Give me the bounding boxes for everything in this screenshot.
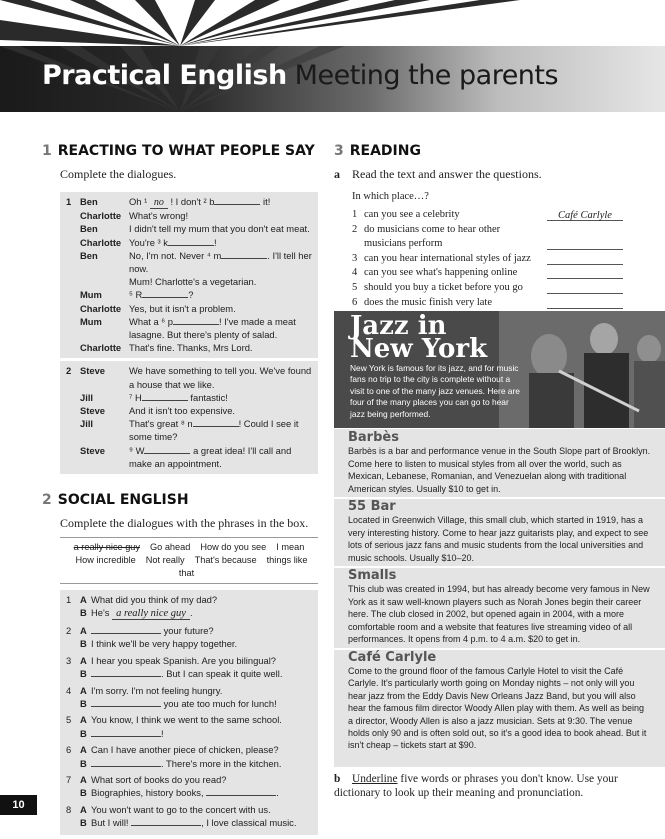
line-a-text: your future? — [91, 625, 214, 636]
speaker: Steve — [80, 405, 106, 417]
item-number: 5 — [66, 714, 72, 726]
speaker-b: B — [80, 607, 87, 619]
dialogue-number — [66, 222, 80, 235]
dialogue-number: 1 — [66, 196, 72, 207]
phrase: How incredible — [75, 555, 136, 566]
line-text: ⁷ H fantastic! — [129, 391, 228, 403]
answer-line — [547, 282, 623, 294]
page-title-light: Meeting the parents — [294, 60, 559, 91]
dialogue-number — [66, 249, 80, 275]
dialogue-number — [66, 315, 80, 341]
speaker: Steve — [80, 444, 106, 456]
speaker: Jill — [80, 418, 94, 430]
venue-block — [334, 497, 665, 564]
speaker: Charlotte — [80, 210, 122, 222]
dialogue-line — [66, 391, 312, 404]
line-b — [66, 727, 312, 740]
speaker-a: A — [80, 714, 87, 726]
question-number: 2 — [352, 223, 358, 235]
dialogue-2 — [60, 361, 318, 474]
reading-question — [352, 208, 630, 223]
answer-blank — [173, 316, 219, 325]
phrase: Go ahead — [150, 542, 191, 553]
line-text: Yes, but it isn't a problem. — [129, 302, 236, 314]
line-b — [66, 757, 312, 770]
question-text: does the music finish very late — [364, 296, 493, 308]
page-title — [42, 60, 558, 91]
exercise-item — [66, 713, 312, 740]
venue-block — [348, 432, 651, 495]
social-english-exercise — [60, 590, 318, 835]
dialogue-number — [66, 236, 80, 249]
dialogue-1 — [60, 192, 318, 358]
question-number: 3 — [352, 252, 358, 264]
answer-blank — [142, 392, 188, 401]
article-intro: New York is famous for its jazz, and for music fans no trip to the city is complete without a visit to one of the many jazz venues. Here are four of the many places you can go to hear jazz being performed. — [350, 363, 520, 419]
venue-name: 55 Bar — [348, 499, 396, 515]
line-text: ⁹ W a great idea! I'll call and make an appointment. — [129, 444, 292, 469]
line-b — [66, 637, 312, 650]
line-text: No, I'm not. Never ⁴ m . I'll tell her now. — [129, 249, 312, 275]
speaker-a: A — [80, 654, 87, 666]
dialogue-number — [66, 341, 80, 354]
section-2-heading: 2 SOCIAL ENGLISH — [42, 492, 189, 509]
reading-question — [352, 281, 630, 296]
line-b-text: ! — [91, 728, 164, 739]
line-b — [66, 786, 312, 799]
exercise-item — [66, 684, 312, 711]
line-a — [66, 654, 312, 667]
exercise-item — [66, 743, 312, 770]
phrase-box — [60, 537, 318, 584]
line-text: What a ⁶ p ! I've made a meat lasagne. But there's plenty of salad. — [129, 315, 296, 341]
section-1-instruction: Complete the dialogues. — [60, 167, 177, 181]
dialogue-line — [66, 302, 312, 315]
speaker-b: B — [80, 757, 87, 769]
line-a-text: What did you think of my dad? — [91, 594, 218, 606]
line-b-text: I think we'll be very happy together. — [91, 638, 238, 650]
dialogue-number — [66, 209, 80, 222]
line-b-text: Biographies, history books, . — [91, 787, 279, 799]
line-b-text: He's a really nice guy . — [91, 607, 193, 620]
question-number: 4 — [352, 267, 358, 279]
dialogue-number — [66, 391, 80, 404]
reading-instruction-a: a Read the text and answer the questions. — [334, 167, 542, 181]
answer-blank — [91, 625, 161, 634]
dialogue-number — [66, 404, 80, 417]
line-text: Mum! Charlotte's a vegetarian. — [129, 276, 257, 288]
line-text: You're ³ k ! — [129, 236, 217, 248]
question-text: should you buy a ticket before you go — [364, 282, 523, 294]
answer-line — [547, 253, 623, 265]
answer-blank — [91, 698, 161, 707]
question-text: do musicians come to hear other musicians perform — [364, 223, 501, 250]
line-a — [66, 773, 312, 786]
venue-text: Barbès is a bar and performance venue in the South Slope part of Brooklyn. Come here to listen to musical styles from all over the world, such as Mexican, Lebanese, Romanian, and Venezuelan along with traditional American styles. Usually $10 to get in. — [348, 446, 651, 494]
speaker: Ben — [80, 196, 98, 207]
phrase: a really nice guy — [73, 542, 141, 553]
speaker: Charlotte — [80, 236, 122, 248]
line-b — [66, 667, 312, 680]
venue-name: Smalls — [348, 568, 397, 584]
line-text: ⁵ R ? — [129, 289, 194, 301]
line-b — [66, 697, 312, 710]
line-text: What's wrong! — [129, 210, 189, 222]
answer-blank — [131, 817, 201, 826]
dialogue-number — [66, 302, 80, 315]
reading-which-place: In which place…? — [352, 191, 429, 202]
speaker-b: B — [80, 727, 87, 739]
line-b-text: But I will! , I love classical music. — [91, 817, 297, 829]
item-number: 6 — [66, 744, 72, 756]
line-text: And it isn't too expensive. — [129, 405, 236, 417]
line-a — [66, 624, 312, 637]
question-number: 5 — [352, 282, 358, 294]
speaker: Charlotte — [80, 342, 122, 354]
venue-text: Located in Greenwich Village, this small club, which started in 1919, has a very interesting history. Come to hear jazz guitarists play, and expect to see lots of serious jazz fans and music students from the local universities and music schools. Usually $10–20. — [348, 515, 649, 563]
section-1-heading: 1 REACTING TO WHAT PEOPLE SAY — [42, 143, 315, 159]
question-text: can you see a celebrity — [364, 208, 460, 220]
speaker-b: B — [80, 787, 87, 799]
venue-block — [334, 648, 665, 752]
phrase: I mean — [276, 542, 305, 553]
dialogue-line — [66, 275, 312, 288]
line-a-text: You won't want to go to the concert with us. — [91, 803, 271, 815]
article-header — [334, 311, 665, 428]
answer-blank — [168, 237, 214, 246]
question-number: 1 — [352, 208, 358, 220]
dialogue-line — [66, 249, 312, 275]
dialogue-number — [66, 444, 80, 470]
answer-blank — [206, 787, 276, 796]
question-text: can you see what's happening online — [364, 267, 518, 279]
line-a — [66, 743, 312, 756]
dialogue-line — [66, 288, 312, 301]
speaker: Ben — [80, 223, 98, 235]
exercise-item — [66, 803, 312, 830]
line-a-text: You know, I think we went to the same school. — [91, 714, 282, 726]
question-text: can you hear international styles of jazz — [364, 252, 531, 264]
dialogue-line — [66, 236, 312, 249]
dialogue-number — [66, 275, 80, 288]
reading-question — [352, 252, 630, 267]
answer-blank — [91, 728, 161, 737]
item-number: 3 — [66, 654, 72, 666]
item-number: 1 — [66, 594, 72, 606]
phrase: How do you see — [200, 542, 267, 553]
phrase: That's because — [194, 555, 257, 566]
line-a-text: Can I have another piece of chicken, please? — [91, 744, 279, 756]
speaker-a: A — [80, 773, 87, 785]
item-number: 8 — [66, 803, 72, 815]
dialogue-line — [66, 364, 312, 390]
answer-line: Café Carlyle — [547, 209, 623, 221]
line-text: Oh ¹ no ! I don't ² b it! — [129, 196, 271, 208]
speaker-a: A — [80, 684, 87, 696]
filled-answer: a really nice guy — [112, 608, 190, 620]
line-a — [66, 713, 312, 726]
speaker: Mum — [80, 289, 102, 301]
dialogue-line — [66, 444, 312, 470]
line-a — [66, 684, 312, 697]
answer-line — [547, 267, 623, 279]
speaker-b: B — [80, 668, 87, 680]
exercise-item — [66, 624, 312, 651]
answer-blank — [142, 289, 188, 298]
answer-blank — [91, 758, 161, 767]
line-a — [66, 803, 312, 816]
dialogue-number — [66, 288, 80, 301]
speaker-a: A — [80, 624, 87, 636]
line-a-text: I hear you speak Spanish. Are you bilingual? — [91, 654, 277, 666]
line-b-text: you ate too much for lunch! — [91, 698, 277, 709]
answer-line — [547, 297, 623, 309]
exercise-item — [66, 593, 312, 621]
answer-line — [547, 238, 623, 250]
reading-instruction-b: b Underline five words or phrases you don't know. Use your dictionary to look up their meaning and pronunciation. — [334, 773, 618, 799]
top-rays — [0, 0, 665, 46]
line-text: That's great ⁸ n ! Could I see it some time? — [129, 418, 299, 443]
venue-block — [334, 566, 665, 645]
dialogue-line — [66, 341, 312, 354]
page-title-bold: Practical English — [42, 60, 287, 91]
dialogue-line — [66, 404, 312, 417]
item-number: 7 — [66, 773, 72, 785]
line-text: We have something to tell you. We've found a house that we like. — [129, 365, 312, 390]
venue-text: Come to the ground floor of the famous Carlyle Hotel to visit the Café Carlyle. It's particularly worth going on Monday nights – not only will you hear jazz from the Eddy Davis New Orleans Jazz Band, but you will also hear the famous film director Woody Allen play with them. As well as being a director, Woody Allen is also a jazz musician. Sets at 9:30. The venue holds only 90 and is often sold out, so it's a good idea to book ahead. But it isn't cheap – tickets start at $90. — [348, 665, 647, 751]
speaker-b: B — [80, 817, 87, 829]
speaker: Steve — [80, 365, 106, 377]
section-3-heading: 3 READING — [334, 143, 421, 159]
exercise-item — [66, 773, 312, 800]
speaker-b: B — [80, 697, 87, 709]
line-a-text: I'm sorry. I'm not feeling hungry. — [91, 684, 223, 696]
answer-blank — [221, 250, 267, 259]
speaker: Charlotte — [80, 302, 122, 314]
answer-blank — [193, 418, 239, 427]
speaker: Ben — [80, 249, 98, 261]
dialogue-line — [66, 209, 312, 222]
speaker-a: A — [80, 744, 87, 756]
speaker-b: B — [80, 638, 87, 650]
line-b-text: . There's more in the kitchen. — [91, 758, 281, 769]
line-b — [66, 606, 312, 620]
line-b — [66, 816, 312, 829]
phrase: Not really — [145, 555, 185, 566]
venue-name: Café Carlyle — [348, 649, 437, 665]
venues-panel — [334, 429, 665, 767]
speaker: Mum — [80, 315, 102, 327]
answer-blank — [214, 196, 260, 205]
article-title: Jazz in New York — [350, 311, 488, 364]
dialogue-line — [66, 417, 312, 443]
dialogue-line — [66, 315, 312, 341]
answer-blank — [144, 445, 190, 454]
dialogue-line — [66, 195, 312, 209]
answer-blank — [91, 668, 161, 677]
dialogue-number — [66, 417, 80, 443]
section-2-instruction: Complete the dialogues with the phrases in the box. — [60, 516, 309, 531]
line-b-text: . But I can speak it quite well. — [91, 668, 282, 679]
line-text: I didn't tell my mum that you don't eat meat. — [129, 223, 310, 235]
dialogue-line — [66, 222, 312, 235]
venue-name: Barbès — [348, 430, 399, 445]
question-number: 6 — [352, 296, 358, 308]
filled-answer: no — [150, 197, 168, 209]
title-banner — [0, 46, 665, 112]
venue-text: This club was created in 1994, but has already become very famous in New York as it saw well-known players such as Norah Jones begin their career here. The club closed in 2002, but opened again in 2004, with a more comfortable room and a website that features live streaming video of all performances. It opens from 4 p.m. to 4 a.m. $20 to get in. — [348, 584, 650, 645]
item-number: 2 — [66, 624, 72, 636]
speaker-a: A — [80, 594, 87, 606]
line-a — [66, 593, 312, 606]
exercise-item — [66, 654, 312, 681]
speaker: Jill — [80, 391, 94, 403]
line-text: That's fine. Thanks, Mrs Lord. — [129, 342, 253, 354]
page-number: 10 — [0, 795, 37, 815]
reading-question — [352, 296, 630, 311]
reading-question — [352, 266, 630, 281]
phrase: things like that — [178, 555, 308, 579]
speaker-a: A — [80, 803, 87, 815]
reading-question — [352, 223, 630, 252]
item-number: 4 — [66, 684, 72, 696]
reading-questions — [352, 208, 630, 311]
dialogue-number: 2 — [66, 365, 72, 377]
speaker — [80, 275, 129, 288]
line-a-text: What sort of books do you read? — [91, 773, 227, 785]
